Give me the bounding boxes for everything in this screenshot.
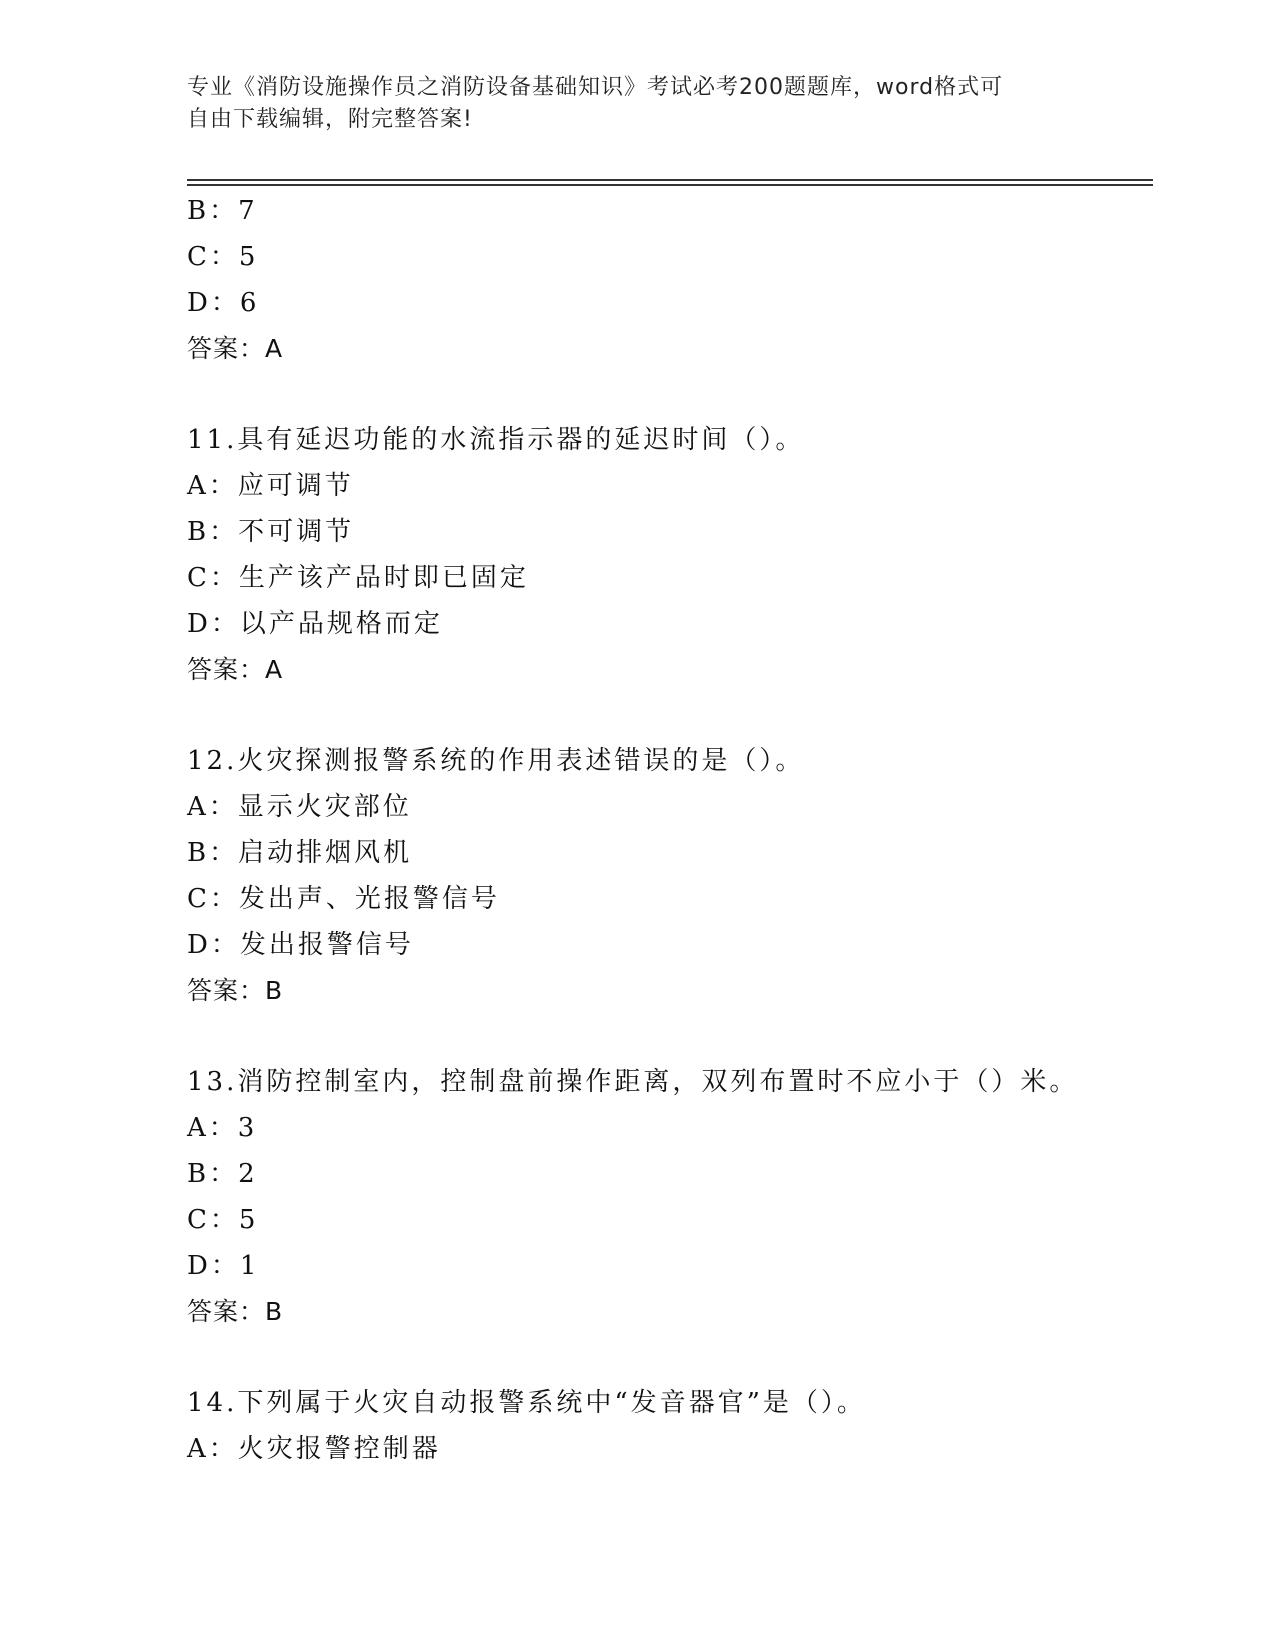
question-11 <box>187 417 1153 693</box>
question-text: 13.消防控制室内，控制盘前操作距离，双列布置时不应小于（）米。 <box>187 1067 1079 1097</box>
question-text: 12.火灾探测报警系统的作用表述错误的是（）。 <box>187 746 805 776</box>
option-b: B：不可调节 <box>187 517 355 547</box>
answer: 答案：A <box>187 334 284 363</box>
option-b: B：启动排烟风机 <box>187 838 413 868</box>
document-header <box>187 72 1067 136</box>
header-title-line-2: 自由下载编辑，附完整答案! <box>187 107 473 132</box>
question-text: 11.具有延迟功能的水流指示器的延迟时间（）。 <box>187 425 805 455</box>
answer: 答案：B <box>187 976 284 1005</box>
question-list <box>187 188 1153 1472</box>
question-spacer <box>187 693 1153 738</box>
option-a: A：3 <box>187 1113 258 1143</box>
question-10-continued <box>187 188 1153 372</box>
option-d: D：以产品规格而定 <box>187 609 443 639</box>
option-b: B：7 <box>187 196 258 226</box>
answer: 答案：A <box>187 655 284 684</box>
question-12 <box>187 738 1153 1014</box>
question-spacer <box>187 1014 1153 1059</box>
header-divider-top <box>187 179 1153 181</box>
answer: 答案：B <box>187 1297 284 1326</box>
question-text: 14.下列属于火灾自动报警系统中“发音器官”是（）。 <box>187 1388 866 1418</box>
option-a: A：火灾报警控制器 <box>187 1434 441 1464</box>
header-title-line-1: 专业《消防设施操作员之消防设备基础知识》考试必考200题题库，word格式可 <box>187 75 1004 100</box>
option-c: C：发出声、光报警信号 <box>187 884 500 914</box>
question-14 <box>187 1380 1153 1472</box>
question-spacer <box>187 372 1153 417</box>
option-a: A：应可调节 <box>187 471 354 501</box>
option-d: D：1 <box>187 1251 260 1281</box>
option-c: C：生产该产品时即已固定 <box>187 563 529 593</box>
question-spacer <box>187 1335 1153 1380</box>
header-divider-bottom <box>187 184 1153 186</box>
option-b: B：2 <box>187 1159 258 1189</box>
question-13 <box>187 1059 1153 1335</box>
option-d: D：发出报警信号 <box>187 930 414 960</box>
option-c: C：5 <box>187 1205 259 1235</box>
option-d: D：6 <box>187 288 260 318</box>
option-a: A：显示火灾部位 <box>187 792 412 822</box>
option-c: C：5 <box>187 242 259 272</box>
